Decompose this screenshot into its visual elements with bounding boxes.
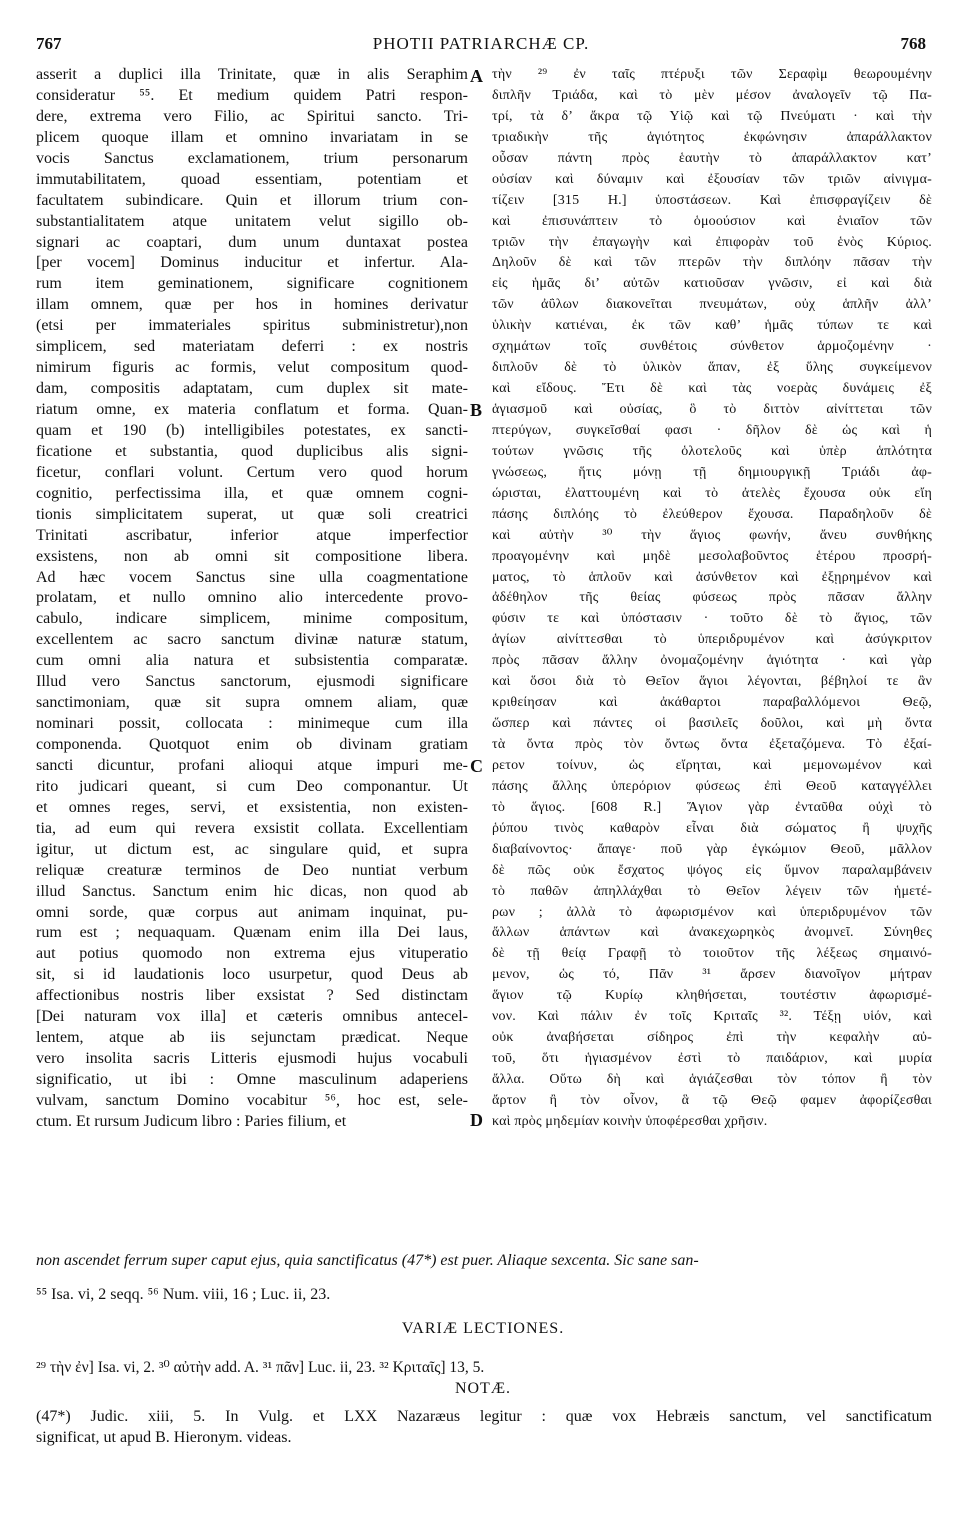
latin-text-line: asserit a duplici illa Trinitate, quæ in alis Seraphim: [36, 66, 468, 83]
greek-text-line: τῶν ἀΰλων διακονεῖται πνευμάτων, οὐχ ἁπλῆν ἀλλ’: [492, 297, 932, 313]
greek-text-line: ὥσπερ καὶ πάντες οἱ βασιλεῖς δοῦλοι, καὶ μὴ ὄντα: [492, 716, 932, 732]
latin-text-line: affectionibus nostris liber exsistat ? Sed distinctam: [36, 987, 468, 1005]
greek-text-line: προαγομένην καὶ μηδὲ μεσολαβοῦντος ἑτέρου προσρή-: [492, 548, 932, 564]
greek-text-line: τοῦ, ὅτι ἡγιασμένον ἐστὶ τὸ παιδάριον, καὶ μυρία: [492, 1051, 932, 1067]
greek-text-line: ἄλλα. Οὕτω δὴ καὶ ἁγιάζεσθαι τὸν τόπον ἢ τὸν: [492, 1072, 932, 1087]
notae-line: significat, ut apud B. Hieronym. videas.: [36, 1429, 292, 1446]
margin-marker-d: D: [470, 1110, 483, 1130]
latin-text-line: (etsi per immateriales spiritus subministretur),non: [36, 317, 468, 335]
latin-text-line: ficetur, conflari volunt. Certum vero quod horum: [36, 463, 468, 481]
latin-text-line: dam, compositis adaptatam, cum duplex sit mate-: [36, 380, 468, 398]
greek-text-line: ρετον τοίνυν, ὡς εἴρηται, καὶ μεμονωμένον καὶ: [492, 757, 932, 773]
latin-text-line: lentem, atque ab iis sejunctam prædicat. Neque: [36, 1029, 468, 1047]
greek-text-line: νον. Καὶ πάλιν ἐν τοῖς Κριταῖς ³². Τέξῃ υἱόν, καὶ: [492, 1009, 932, 1025]
latin-text-line: ctum. Et rursum Judicum libro : Paries filium, et: [36, 1112, 347, 1130]
page-header: [36, 34, 926, 56]
latin-text-line: et omnes reges, servi, et exsistentia, non existen-: [36, 798, 468, 816]
greek-text-line: καὶ αὐτὴν ³⁰ τὴν ἅγιος φωνήν, ἄνευ συνθήκης: [492, 527, 932, 543]
latin-text-line: significatio, ut ibi : Omne masculinum adaperiens: [36, 1071, 468, 1088]
latin-text-line: illud Sanctus. Sanctum enim hic dicas, non quod ab: [36, 882, 468, 900]
greek-text-line: ἅγιον τῷ Κυρίῳ κληθήσεται, τουτέστιν ἀφωρισμέ-: [492, 988, 932, 1004]
latin-text-line: tionis simplicitatem superat, ut quæ soli creatrici: [36, 505, 468, 523]
latin-text-line: igitur, ut dictum est, ac singulare quid, et supra: [36, 840, 468, 858]
greek-text-line: πτερύγων, συγκεῖσθαί φασι · δῆλον δὲ ὡς καὶ ἡ: [492, 422, 932, 438]
page-number-left: 767: [36, 34, 62, 53]
greek-text-line: ἁγιασμοῦ καὶ οὐσίας, ὃ τὸ διττὸν αἰνίττεται τῶν: [492, 402, 932, 417]
greek-text-line: τίζειν [315 H.] ὑποστάσεων. Καὶ ἐπισφραγίζειν δὲ: [492, 192, 932, 208]
greek-text-line: διαβαίνοντος· ἄπαγε· ποῦ γὰρ ἐγκώμιον Θεοῦ, μᾶλλον: [492, 841, 932, 857]
page-number-right: 768: [900, 34, 926, 53]
greek-text-line: τρί, τὰ δ’ ἄκρα τῷ Υἱῷ καὶ τῷ Πνεύματι · καὶ τὴν: [492, 108, 932, 124]
greek-text-line: ἄλλων ἁπάντων καὶ ἀνακεχωρηκὸς ἀνομνεῖ. Σύνηθες: [492, 925, 932, 941]
greek-text-line: δὲ τῇ θείᾳ Γραφῇ τὸ τοιοῦτον τῆς λέξεως σημαινό-: [492, 946, 932, 962]
latin-text-line: plicem quoque illam et omnino invariatam in se: [36, 128, 468, 146]
latin-text-line: reliquæ creaturæ terminos de Deo nuntiat verbum: [36, 861, 468, 879]
greek-text-line: εἰς ἡμᾶς δι’ αὐτῶν κατιοῦσαν γνῶσιν, εἰ καὶ διὰ: [492, 276, 932, 292]
latin-text-line: cum omni alia natura et subsistentia comparatæ.: [36, 652, 468, 670]
greek-text-line: πάσης ἄλλης ὑπερόριον φύσεως ἐπὶ Θεοῦ καταγγέλλει: [492, 778, 932, 794]
greek-text-line: Δηλοῦν δὲ καὶ τῶν πτερῶν τὴν διπλόην πᾶσαν τὴν: [492, 255, 932, 271]
latin-text-line: consideratur ⁵⁵. Et medium quidem Patri respon-: [36, 86, 468, 104]
greek-text-line: ἄρτον ἢ τὸν οἶνον, ἃ τῷ Θεῷ φαμεν ἀφορίζεσθαι: [492, 1092, 932, 1108]
greek-text-line: καὶ πρὸς μηδεμίαν κοινὴν ὑποφέρεσθαι χρῆσιν.: [492, 1113, 768, 1129]
latin-text-line: facultatem subindicare. Quin et illorum trium con-: [36, 191, 468, 209]
greek-text-line: τὰ ὄντα πρὸς τὸν ὄντως ὄντα ἐξεταζόμενα. Τὸ ἐξαί-: [492, 737, 932, 752]
latin-text-line: signari ac coaptari, dum unum duntaxat postea: [36, 233, 468, 251]
latin-text-line: ficatione et substantia, quod duplicibus alis signi-: [36, 442, 468, 460]
latin-text-line: [Dei naturam vox illa] et cæteris omnibus antecel-: [36, 1008, 468, 1026]
latin-text-line: Illud vero Sanctus sanctorum, ejusmodi significare: [36, 673, 468, 691]
greek-text-line: τὸ παθῶν ἀπηλλάχθαι τὸ Θεῖον λέγειν τῶν ἡμετέ-: [492, 883, 932, 899]
latin-text-line: vulvam, sanctum Domino vocabitur ⁵⁶, hoc est, sele-: [36, 1091, 468, 1109]
notae-line: (47*) Judic. xiii, 5. In Vulg. et LXX Nazaræus legitur : quæ vox Hebræis sanctum, vel sanctificatum: [36, 1408, 932, 1425]
greek-text-line: καὶ ὅσοι διὰ τὸ Θεῖον ἅγιοι λέγονται, βέβηλοί τε ἂν: [492, 674, 932, 690]
greek-text-line: κριθείησαν καὶ ἀκάθαρτοι παραβαλλόμενοι Θεῷ,: [492, 695, 932, 711]
greek-text-line: τριαδικὴν τῆς ἁγιότητος ἐκφώνησιν ἀπαράλλακτον: [492, 129, 932, 145]
latin-text-line: rum item geminationem, significare cognitionem: [36, 275, 468, 293]
latin-text-line: omni sorde, quæ corpus aut animam inquinat, pu-: [36, 903, 468, 921]
latin-text-line: dere, extrema vero Filio, ac Spiritui sancto. Tri-: [36, 107, 468, 125]
greek-column: [492, 65, 932, 1133]
greek-text-line: μενον, ὡς τό, Πᾶν ³¹ ἄρσεν διανοῖγον μήτραν: [492, 967, 932, 983]
greek-text-line: οὐσίαν καὶ δύναμιν καὶ ἐξουσίαν τῶν τριῶν αἰνιγμα-: [492, 171, 932, 187]
margin-marker-b: B: [470, 400, 483, 420]
greek-text-line: σχημάτων τοῖς συνθέτοις σύνθετον ἁρμοζομένην ·: [492, 339, 932, 355]
greek-text-line: καὶ ἐπισυνάπτειν τὸ ὁμοούσιον καὶ ἑνιαῖον τῶν: [492, 213, 932, 229]
variae-lectiones-text: ²⁹ τὴν ἐν] Isa. vi, 2. ³⁰ αὐτὴν add. A. ³¹ πᾶν] Luc. ii, 23. ³² Κριταῖς] 13, 5.: [36, 1359, 485, 1376]
footnote-references: ⁵⁵ Isa. vi, 2 seqq. ⁵⁶ Num. viii, 16 ; Luc. ii, 23.: [36, 1286, 331, 1303]
latin-text-line: aut potius quomodo non extrema ejus vituperatio: [36, 945, 468, 963]
greek-text-line: τούτων γνῶσις τῆς ὁλοτελοῦς καὶ ὑπὲρ ἁπλότητα: [492, 443, 932, 459]
greek-text-line: καὶ εἴδους. Ἔτι δὲ καὶ τὰς νοερὰς δυνάμεις ἐξ: [492, 381, 932, 397]
latin-text-line: sanctimoniam, quæ sit supra omnem aliam, quæ: [36, 694, 468, 712]
latin-text-line: rum est ; nequaquam. Quænam enim illa Dei laus,: [36, 924, 468, 942]
latin-column: [36, 65, 468, 1133]
full-width-line: [36, 1250, 932, 1271]
latin-text-line: cognitio, perfectissima illa, et quæ omnem cogni-: [36, 484, 468, 502]
greek-text-line: ῥύπου τινὸς καθαρὸν εἶναι διὰ σώματος ἢ ψυχῆς: [492, 820, 932, 836]
running-title: PHOTII PATRIARCHÆ CP.: [372, 34, 590, 53]
latin-text-line: sancti dicuntur, profani alioqui atque impuri me-: [36, 756, 468, 774]
latin-text-line: prolatam, et nullo omnino alio intercedente provo-: [36, 589, 468, 607]
latin-text-line: [per vocem] Dominus inducitur et infertur. Ala-: [36, 254, 468, 272]
greek-text-line: ώρισται, ἐλαττουμένη καὶ τὸ ἀτελὲς ἔχουσα οὐκ εἴη: [492, 485, 932, 501]
latin-text-line: nimirum figuris ac formis, velut compositum quod-: [36, 359, 468, 377]
margin-marker-c: C: [470, 756, 483, 776]
greek-text-line: ρων ; ἀλλὰ τὸ ἀφωρισμένον καὶ ὑπεριδρυμένον τῶν: [492, 904, 932, 920]
latin-text-line: vero insolita sacris Litteris ejusmodi hujus vocabuli: [36, 1050, 468, 1068]
greek-text-line: τὸ ἅγιος. [608 R.] Ἅγιον γὰρ ἐνταῦθα οὐχὶ τὸ: [492, 799, 932, 815]
margin-marker-a: A: [470, 66, 483, 86]
latin-text-line: tia, ad eum qui revera exsistit collata. Excellentiam: [36, 819, 468, 837]
greek-text-line: ἁγίων αἰνίττεσθαι τὸ ὑπεριδρυμένον καὶ ἀσύγκριτον: [492, 632, 932, 648]
latin-text-line: nominari possit, collocata : minimeque cum illa: [36, 715, 468, 733]
greek-text-line: ματος, τὸ ἁπλοῦν καὶ ἀσύνθετον καὶ ἐξῃρημένον καὶ: [492, 569, 932, 585]
greek-text-line: πρὸς πᾶσαν ἄλλην ὀνομαζομένην ἁγιότητα · καὶ γὰρ: [492, 653, 932, 669]
variae-lectiones-title: VARIÆ LECTIONES.: [401, 1320, 565, 1337]
latin-text-line: exsistens, non ab omni sit compositione libera.: [36, 547, 468, 565]
latin-text-line: illam omnem, quæ per hos in homines derivatur: [36, 296, 468, 314]
greek-text-line: τὴν ²⁹ ἐν ταῖς πτέρυξι τῶν Σεραφὶμ θεωρουμένην: [492, 67, 932, 82]
greek-text-line: οὖσαν πάντη πρὸς ἑαυτὴν τὸ ἀπαράλλακτον κατ’: [492, 150, 932, 166]
notae-text: [36, 1406, 932, 1448]
greek-text-line: πάσης διπλόης τὸ ἐλεύθερον ἔχουσα. Παραδηλοῦν δὲ: [492, 506, 932, 522]
greek-text-line: γνώσεως, ἥτις μόνῃ τῇ δημιουργικῇ Τριάδι ἀφ-: [492, 464, 932, 480]
greek-text-line: φύσιν τε καὶ ὑπόστασιν · τοῦτο δὲ τὸ ἅγιος, τῶν: [492, 611, 932, 627]
latin-text-line: Ad hæc vocem Sanctus sine ulla coagmentatione: [36, 568, 468, 586]
latin-text-line: sit, si id laudationis loco usurpetur, quod Deus ab: [36, 966, 468, 984]
continuation-line: non ascendet ferrum super caput ejus, quia sanctificatus (47*) est puer. Aliaque sexcenta. Sic sane san-: [36, 1252, 699, 1269]
latin-text-line: quam et 190 (b) intelligibiles potestates, ex sancti-: [36, 421, 468, 439]
greek-text-line: δὲ πῶς οὐκ ἔσχατος ψόγος εἰς ὕμνον παραλαμβάνειν: [492, 862, 932, 878]
latin-text-line: rito judicari queant, si cum Deo componantur. Ut: [36, 777, 468, 795]
latin-text-line: cabulo, indicare simplicem, minime compositum,: [36, 610, 468, 628]
latin-text-line: substantialitatem atque unitatem velut sigillo ob-: [36, 212, 468, 230]
latin-text-line: Trinitati ascribatur, inferior atque imperfectior: [36, 526, 468, 544]
latin-text-line: componenda. Quotquot enim ob divinam gratiam: [36, 736, 468, 753]
latin-text-line: vocis Sanctus exclamationem, trium personarum: [36, 149, 468, 167]
latin-text-line: simplicem, sed materiatam deferri : ex nostris: [36, 338, 468, 356]
greek-text-line: ἀδέθηλον τῆς θείας φύσεως πρὸς πᾶσαν ἄλλην: [492, 590, 932, 606]
latin-text-line: riatum omne, ex materia conflatum et forma. Quan-: [36, 401, 468, 418]
notae-title: NOTÆ.: [454, 1380, 512, 1397]
greek-text-line: τριῶν τὴν ἐπαγωγὴν καὶ ἐπιφορὰν τοῦ ἑνὸς Κύριος.: [492, 234, 932, 250]
greek-text-line: διπλῆν Τριάδα, καὶ τὸ μὲν μέσον ἀναλογεῖν τῷ Πα-: [492, 87, 932, 103]
greek-text-line: ὑλικὴν κατιέναι, ἐκ τῶν καθ’ ἡμᾶς τύπων τε καὶ: [492, 318, 932, 334]
latin-text-line: excellentem ac sacro sanctum divinæ naturæ statum,: [36, 631, 468, 649]
greek-text-line: οὐκ ἀναβήσεται σίδηρος ἐπὶ τὴν κεφαλὴν αὐ-: [492, 1030, 932, 1046]
greek-text-line: διπλοῦν δὲ τὸ ὑλικὸν ἅπαν, ἐξ ὕλης συγκείμενον: [492, 360, 932, 376]
latin-text-line: immutabilitatem, quoad essentiam, potentiam et: [36, 170, 468, 188]
